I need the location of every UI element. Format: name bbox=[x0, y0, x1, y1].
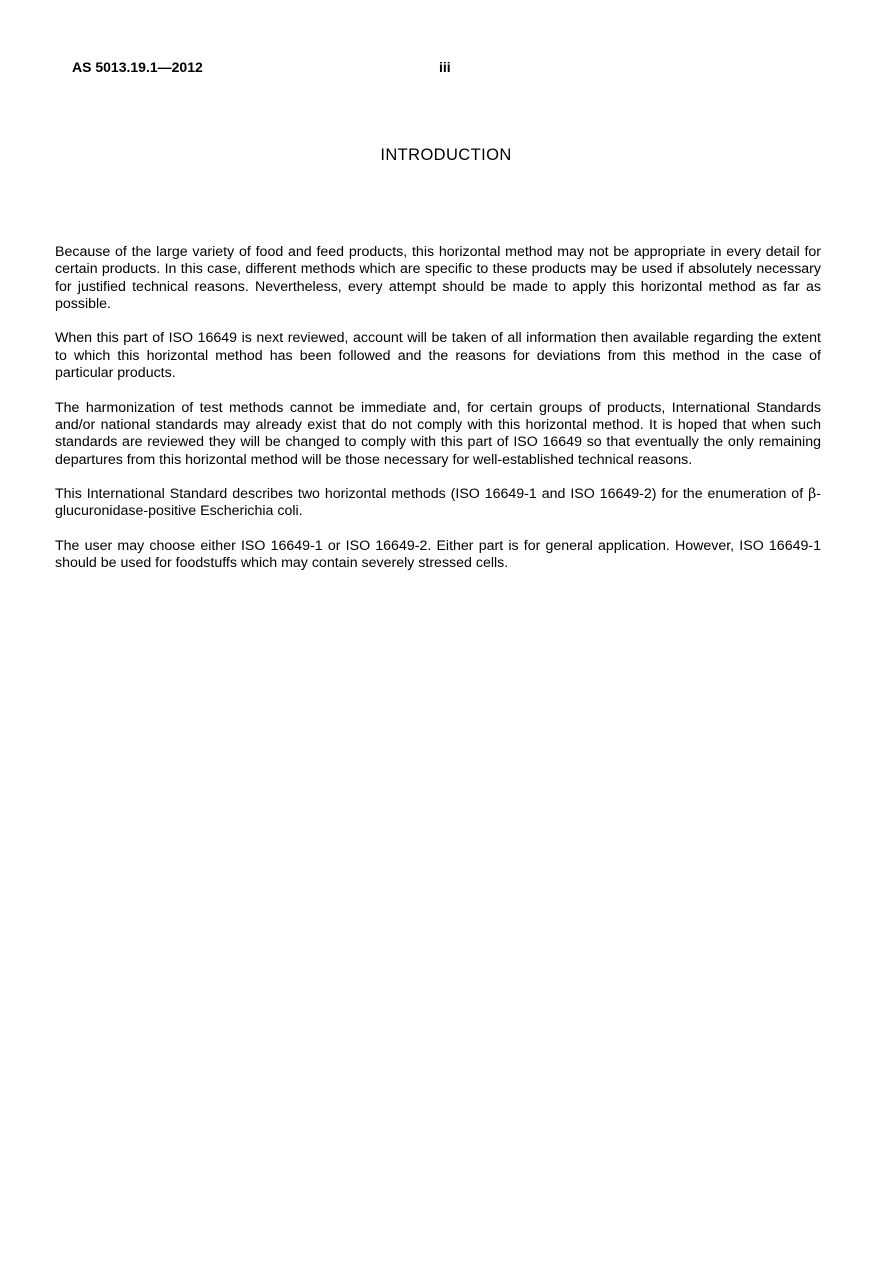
paragraph-two-methods bbox=[55, 486, 821, 521]
document-identifier: AS 5013.19.1—2012 bbox=[72, 59, 203, 75]
paragraph-two-methods-text: This International Standard describes two horizontal methods (ISO 16649-1 and ISO 16649-2) for the enumeration of bbox=[55, 486, 809, 503]
paragraph-two-methods-organism: -glucuronidase-positive Escherichia coli. bbox=[55, 486, 821, 520]
paragraph-harmonization: The harmonization of test methods cannot be immediate and, for certain groups of products, International Standards and/or national standards may already exist that do not comply with this horizontal method. It is hoped that when such standards are reviewed they will be changed to comply with this part of ISO 16649 so that eventually the only remaining departures from this horizontal method will be those necessary for well-established technical reasons. bbox=[55, 399, 821, 468]
paragraph-variety-of-products: Because of the large variety of food and feed products, this horizontal method may not be appropriate in every detail for certain products. In this case, different methods which are specific to these products may be used if absolutely necessary for justified technical reasons. Nevertheless, every attempt should be made to apply this horizontal method as far as possible. bbox=[55, 244, 821, 312]
introduction-body bbox=[55, 244, 821, 590]
paragraph-review: When this part of ISO 16649 is next reviewed, account will be taken of all information then available regarding the extent to which this horizontal method has been followed and the reasons for deviations from this method in the case of particular products. bbox=[55, 330, 821, 382]
page-number: iii bbox=[439, 59, 451, 75]
beta-symbol: β bbox=[808, 486, 817, 503]
running-header bbox=[72, 59, 820, 77]
paragraph-user-choice: The user may choose either ISO 16649-1 or ISO 16649-2. Either part is for general application. However, ISO 16649-1 should be used for foodstuffs which may contain severely stressed cells. bbox=[55, 538, 821, 572]
section-title: INTRODUCTION bbox=[380, 146, 512, 164]
